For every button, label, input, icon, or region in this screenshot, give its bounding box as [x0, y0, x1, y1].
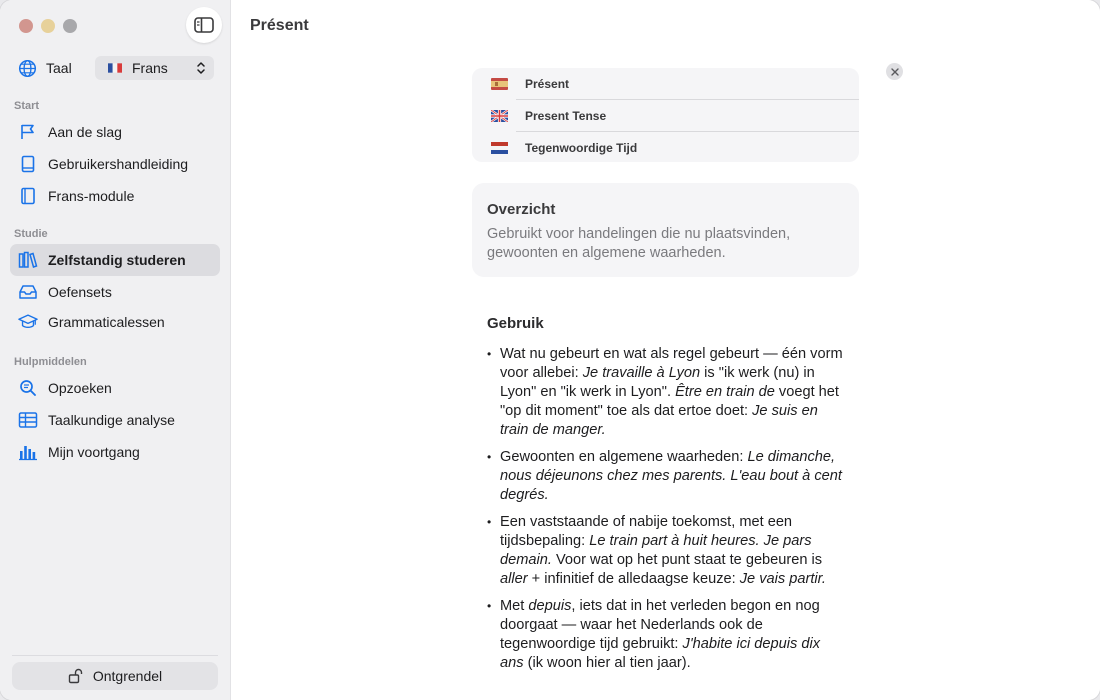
usage-item: • Wat nu gebeurt en wat als regel gebeurt — één vorm voor allebei: Je travaille à Lyon is "ik werk (nu) in Lyon" en "ik werk in Lyon". Être en train de voegt het "op dit moment" toe als dat ertoe doet: Je suis en train de manger.: [487, 345, 847, 440]
section-header-studie: Studie: [14, 228, 48, 240]
usage-heading: Gebruik: [487, 315, 544, 332]
language-row: [18, 56, 214, 80]
page-title: Présent: [250, 17, 309, 34]
unlock-button[interactable]: [12, 662, 218, 690]
minimize-window-button[interactable]: [41, 19, 55, 33]
module-book-icon: [18, 186, 38, 206]
french-flag-icon: [491, 78, 508, 90]
french-flag-icon: [108, 63, 122, 73]
sidebar-toggle-button[interactable]: [186, 7, 222, 43]
zoom-window-button[interactable]: [63, 19, 77, 33]
usage-item: • Een vaststaande of nabije toekomst, met een tijdsbepaling: Le train part à huit heures. Je pars demain. Voor wat op het punt staat te gebeuren is aller + infinitief de alledaagse keuze: Je vais partir.: [487, 513, 847, 589]
close-window-button[interactable]: [19, 19, 33, 33]
flag-icon: [18, 122, 38, 142]
sidebar-item-label: Opzoeken: [48, 380, 112, 396]
overview-title: Overzicht: [487, 201, 556, 218]
graduation-cap-icon: [18, 312, 38, 332]
language-value: Frans: [132, 60, 168, 76]
sidebar: [0, 0, 231, 700]
sidebar-item-taalkundige-analyse[interactable]: [10, 404, 220, 436]
dutch-flag-icon: [491, 142, 508, 154]
overview-text: Gebruikt voor handelingen die nu plaatsvinden, gewoonten en algemene waarheden.: [487, 226, 791, 261]
close-button[interactable]: [886, 63, 903, 80]
sidebar-item-label: Aan de slag: [48, 124, 122, 140]
translation-card: [472, 68, 859, 162]
sidebar-item-label: Oefensets: [48, 284, 112, 300]
sidebar-item-grammaticalessen[interactable]: [10, 306, 220, 338]
translation-text: Présent: [525, 76, 570, 91]
main-content: [231, 0, 1100, 700]
table-icon: [18, 410, 38, 430]
search-icon: [18, 378, 38, 398]
sidebar-item-label: Gebruikershandleiding: [48, 156, 189, 172]
sidebar-divider: [12, 655, 218, 656]
sidebar-item-gebruikershandleiding[interactable]: [10, 148, 220, 180]
chevron-updown-icon: [196, 60, 206, 76]
language-select[interactable]: [95, 56, 214, 80]
sidebar-item-mijn-voortgang[interactable]: [10, 436, 220, 468]
section-header-start: Start: [14, 100, 40, 112]
usage-list: [487, 345, 847, 681]
uk-flag-icon: [491, 110, 508, 122]
usage-item: • Met depuis, iets dat in het verleden begon en nog doorgaat — waar het Nederlands ook de tegenwoordige tijd gebruikt: J'habite ici depuis dix ans (ik woon hier al tien jaar).: [487, 597, 847, 673]
translation-row-english: [472, 100, 859, 131]
close-icon: [891, 68, 899, 76]
chart-icon: [18, 442, 38, 462]
translation-text: Present Tense: [525, 108, 607, 123]
sidebar-item-oefensets[interactable]: [10, 276, 220, 308]
globe-icon: [18, 59, 37, 78]
window-controls: [19, 19, 77, 33]
sidebar-item-label: Grammaticalessen: [48, 314, 165, 330]
sidebar-item-label: Taalkundige analyse: [48, 412, 175, 428]
section-header-hulpmiddelen: Hulpmiddelen: [14, 356, 87, 368]
sidebar-item-opzoeken[interactable]: [10, 372, 220, 404]
sidebar-item-label: Mijn voortgang: [48, 444, 140, 460]
sidebar-item-zelfstandig-studeren[interactable]: [10, 244, 220, 276]
overview-card: [472, 183, 859, 277]
books-icon: [18, 250, 38, 270]
language-label: Taal: [46, 60, 72, 76]
translation-text: Tegenwoordige Tijd: [525, 140, 638, 155]
tray-icon: [18, 282, 38, 302]
sidebar-item-label: Zelfstandig studeren: [48, 252, 186, 268]
sidebar-icon: [194, 17, 214, 33]
sidebar-item-label: Frans-module: [48, 188, 135, 204]
unlock-label: Ontgrendel: [92, 668, 163, 684]
sidebar-item-aan-de-slag[interactable]: [10, 116, 220, 148]
book-icon: [18, 154, 38, 174]
sidebar-item-frans-module[interactable]: [10, 180, 220, 212]
usage-item: • Gewoonten en algemene waarheden: Le dimanche, nous déjeunons chez mes parents. L'eau bout à cent degrés.: [487, 448, 847, 505]
translation-row-dutch: [472, 132, 859, 163]
unlock-icon: [68, 668, 84, 684]
translation-row-french: [472, 68, 859, 99]
